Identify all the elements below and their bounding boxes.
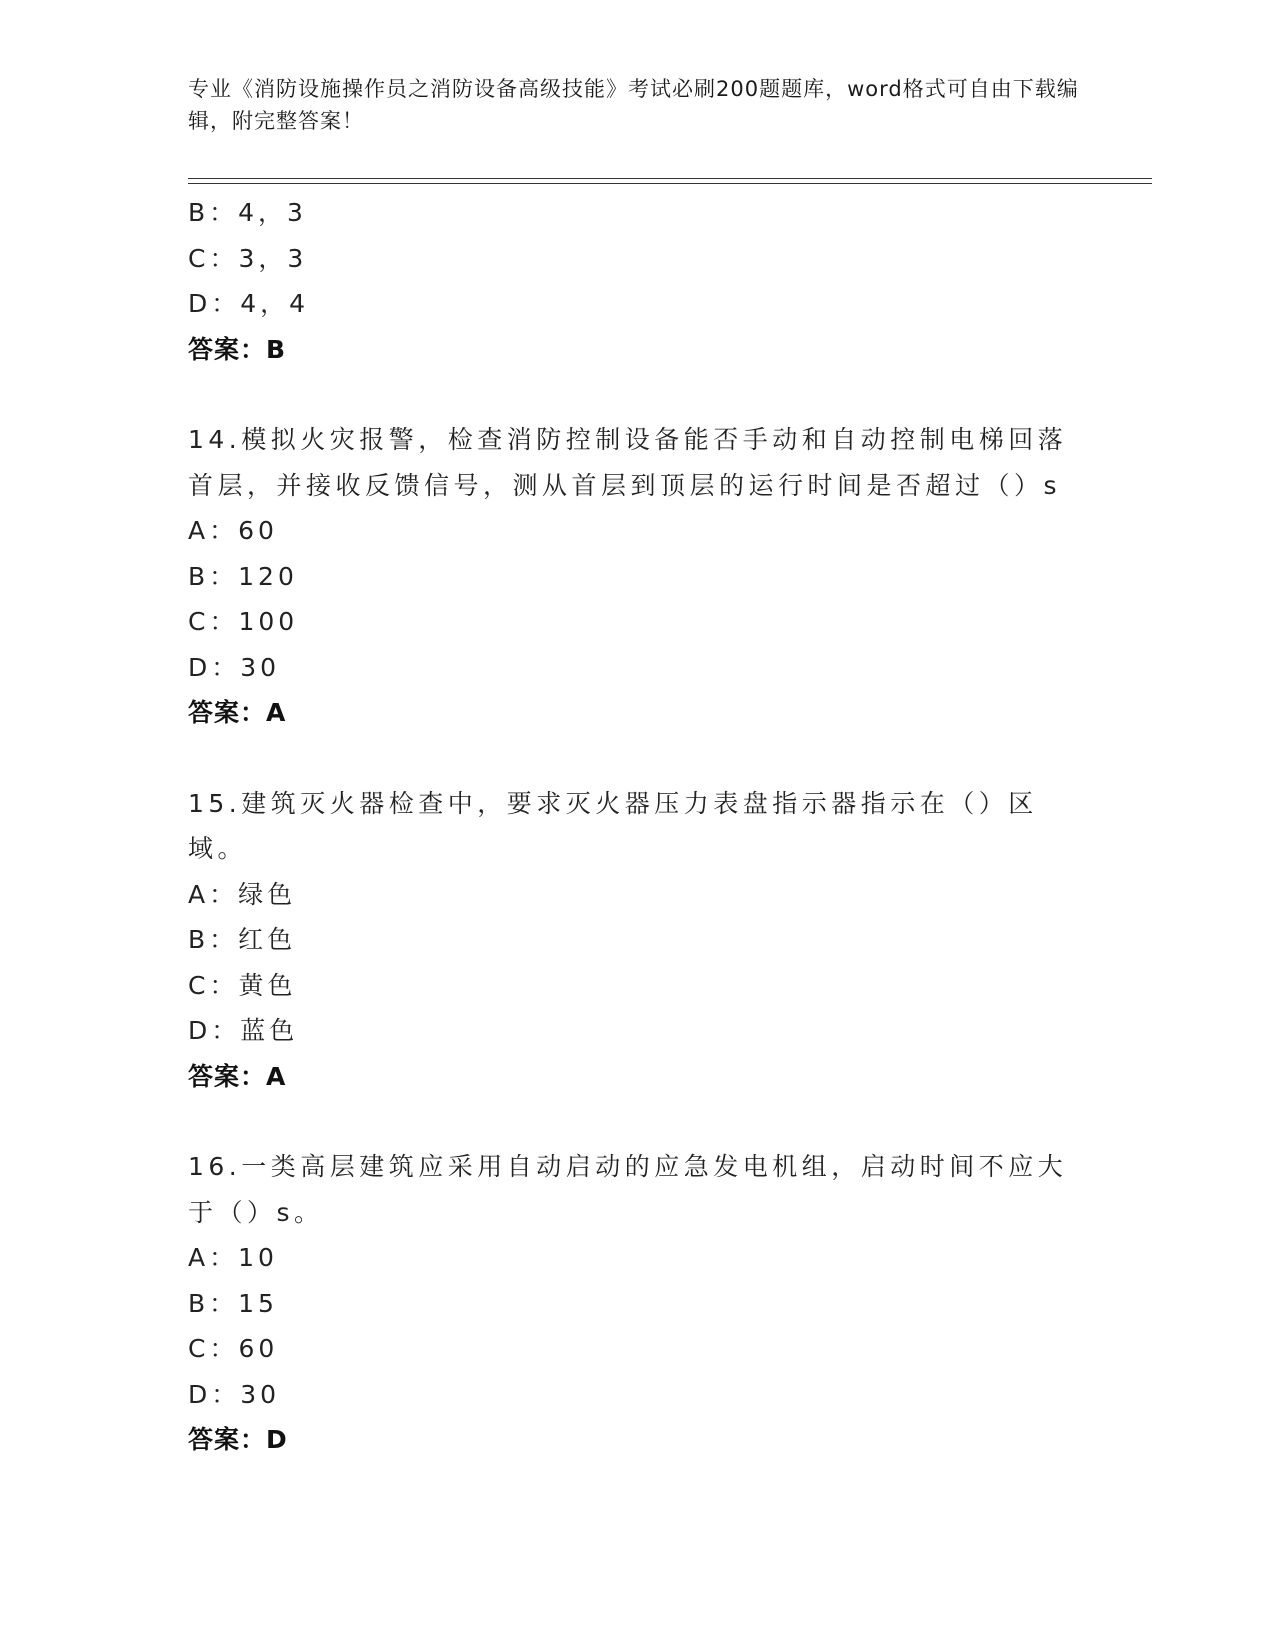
question-content	[188, 190, 1088, 1463]
option-b: B：15	[188, 1288, 278, 1318]
option-d: D：30	[188, 1379, 281, 1409]
option-c: C：60	[188, 1334, 279, 1363]
option-b: B：4，3	[188, 198, 307, 227]
option-a: A：60	[188, 516, 278, 545]
option-b: B：红色	[188, 925, 297, 954]
answer-line: 答案：D	[188, 1425, 288, 1454]
option-a: A：绿色	[188, 879, 297, 909]
header-divider-top	[188, 178, 1152, 179]
option-b: B：120	[188, 561, 298, 591]
question-16	[188, 1144, 1088, 1463]
document-header: 专业《消防设施操作员之消防设备高级技能》考试必刷200题题库，word格式可自由下载编辑，附完整答案！	[188, 77, 1079, 133]
question-text: 16.一类高层建筑应采用自动启动的应急发电机组，启动时间不应大于（）s。	[188, 1152, 1068, 1227]
option-a: A：10	[188, 1243, 278, 1272]
question-15	[188, 781, 1088, 1100]
previous-question-tail	[188, 190, 1088, 372]
answer-line: 答案：A	[188, 698, 287, 727]
option-c: C：黄色	[188, 970, 297, 1000]
question-text: 15.建筑灭火器检查中，要求灭火器压力表盘指示器指示在（）区域。	[188, 788, 1038, 863]
question-14	[188, 417, 1088, 736]
question-text: 14.模拟火灾报警，检查消防控制设备能否手动和自动控制电梯回落首层，并接收反馈信号，测从首层到顶层的运行时间是否超过（）s	[188, 425, 1068, 500]
header-divider-bottom	[188, 183, 1152, 184]
option-d: D：蓝色	[188, 1016, 299, 1045]
option-c: C：100	[188, 607, 299, 636]
option-d: D：30	[188, 652, 281, 682]
answer-line: 答案：A	[188, 1061, 287, 1091]
option-d: D：4，4	[188, 289, 310, 318]
answer-line: 答案：B	[188, 334, 287, 364]
option-c: C：3，3	[188, 243, 308, 273]
